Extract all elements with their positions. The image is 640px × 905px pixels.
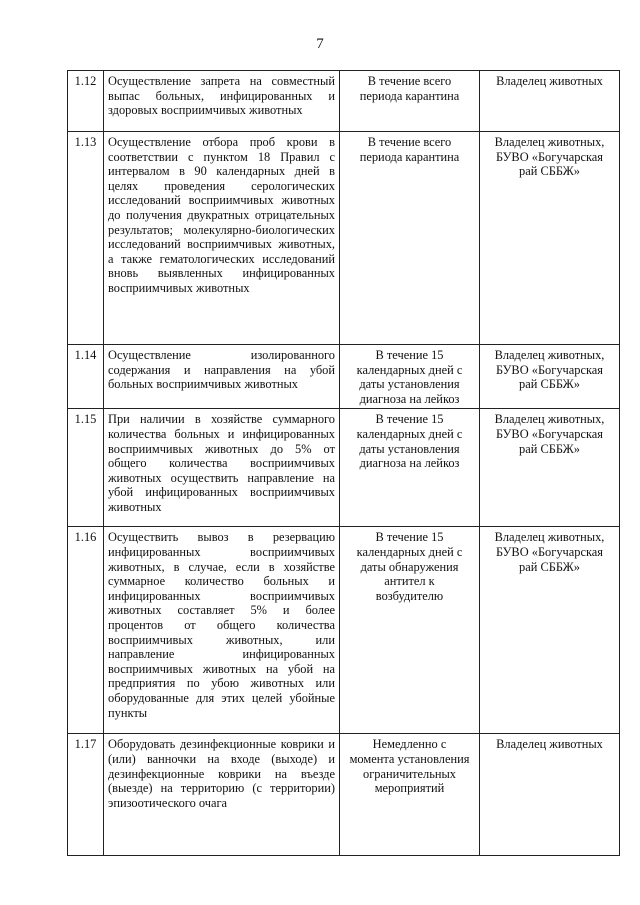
row-number: 1.15 xyxy=(74,412,97,427)
term-text: В течение 15 календарных дней с даты установления диагноза на лейкоз xyxy=(356,412,463,471)
responsible-cell xyxy=(480,409,620,527)
row-number: 1.14 xyxy=(74,348,97,362)
action-cell xyxy=(104,345,340,409)
term-text: В течение всего периода карантина xyxy=(359,74,460,103)
measures-table xyxy=(67,70,620,856)
term-text: В течение всего периода карантина xyxy=(359,135,460,164)
term-cell xyxy=(340,734,480,856)
action-text: Осуществление отбора проб крови в соответствии с пунктом 18 Правил с интервалом в 90 календарных дней в целях проведения серологических исследований восприимчивых животных до получения двукратных отрицательных результатов; молекулярно-биологических исследований восприимчивых животных, а также гематологических исследований вновь выявленных инфицированных восприимчивых животных xyxy=(108,135,335,295)
action-cell xyxy=(104,132,340,345)
action-text: Оборудовать дезинфекционные коврики и (или) ванночки на входе (выходе) и дезинфекционные коврики на въезде (выезде) на территорию (с территории) эпизоотического очага xyxy=(108,737,335,810)
action-text: Осуществить вывоз в резервацию инфицированных восприимчивых животных, в случае, если в хозяйстве суммарное количество больных и инфицированных восприимчивых животных составляет 5% и более процентов от общего количества восприимчивых животных, или направление инфицированных восприимчивых животных на убой на предприятия по убою животных или оборудованные для этих целей убойные пункты xyxy=(108,530,335,720)
action-cell xyxy=(104,527,340,734)
table-row xyxy=(68,734,620,856)
responsible-text: Владелец животных, БУВО «Богучарская рай СББЖ» xyxy=(494,348,605,392)
table-row xyxy=(68,527,620,734)
responsible-text: Владелец животных, БУВО «Богучарская рай СББЖ» xyxy=(494,530,605,574)
responsible-cell xyxy=(480,345,620,409)
table-row xyxy=(68,132,620,345)
action-text: Осуществление запрета на совместный выпас больных, инфицированных и здоровых восприимчивых животных xyxy=(108,74,335,118)
responsible-cell xyxy=(480,71,620,132)
action-cell xyxy=(104,409,340,527)
table-row xyxy=(68,71,620,132)
responsible-text: Владелец животных xyxy=(496,737,603,752)
term-cell xyxy=(340,71,480,132)
responsible-text: Владелец животных, БУВО «Богучарская рай СББЖ» xyxy=(494,412,605,456)
table-row xyxy=(68,409,620,527)
row-number-cell xyxy=(68,71,104,132)
row-number-cell xyxy=(68,527,104,734)
responsible-text: Владелец животных, БУВО «Богучарская рай СББЖ» xyxy=(494,135,605,179)
term-cell xyxy=(340,132,480,345)
term-cell xyxy=(340,345,480,409)
term-cell xyxy=(340,527,480,734)
action-cell xyxy=(104,71,340,132)
action-cell xyxy=(104,734,340,856)
row-number: 1.16 xyxy=(74,530,97,545)
row-number-cell xyxy=(68,734,104,856)
action-text: При наличии в хозяйстве суммарного количества больных и инфицированных восприимчивых животных до 5% от общего количества восприимчивых животных осуществить направление на убой инфицированных восприимчивых животных xyxy=(108,412,335,514)
term-text: В течение 15 календарных дней с даты установления диагноза на лейкоз xyxy=(356,348,463,406)
page-number: 7 xyxy=(316,36,324,52)
responsible-cell xyxy=(480,132,620,345)
row-number: 1.17 xyxy=(74,737,97,752)
responsible-cell xyxy=(480,527,620,734)
row-number: 1.12 xyxy=(74,74,97,88)
term-text: В течение 15 календарных дней с даты обнаружения антител к возбудителю xyxy=(356,530,463,603)
row-number: 1.13 xyxy=(74,135,97,149)
term-text: Немедленно с момента установления ограничительных мероприятий xyxy=(349,737,470,796)
table-row xyxy=(68,345,620,409)
row-number-cell xyxy=(68,132,104,345)
row-number-cell xyxy=(68,345,104,409)
action-text: Осуществление изолированного содержания и направления на убой больных восприимчивых животных xyxy=(108,348,335,392)
responsible-cell xyxy=(480,734,620,856)
row-number-cell xyxy=(68,409,104,527)
term-cell xyxy=(340,409,480,527)
responsible-text: Владелец животных xyxy=(496,74,603,88)
